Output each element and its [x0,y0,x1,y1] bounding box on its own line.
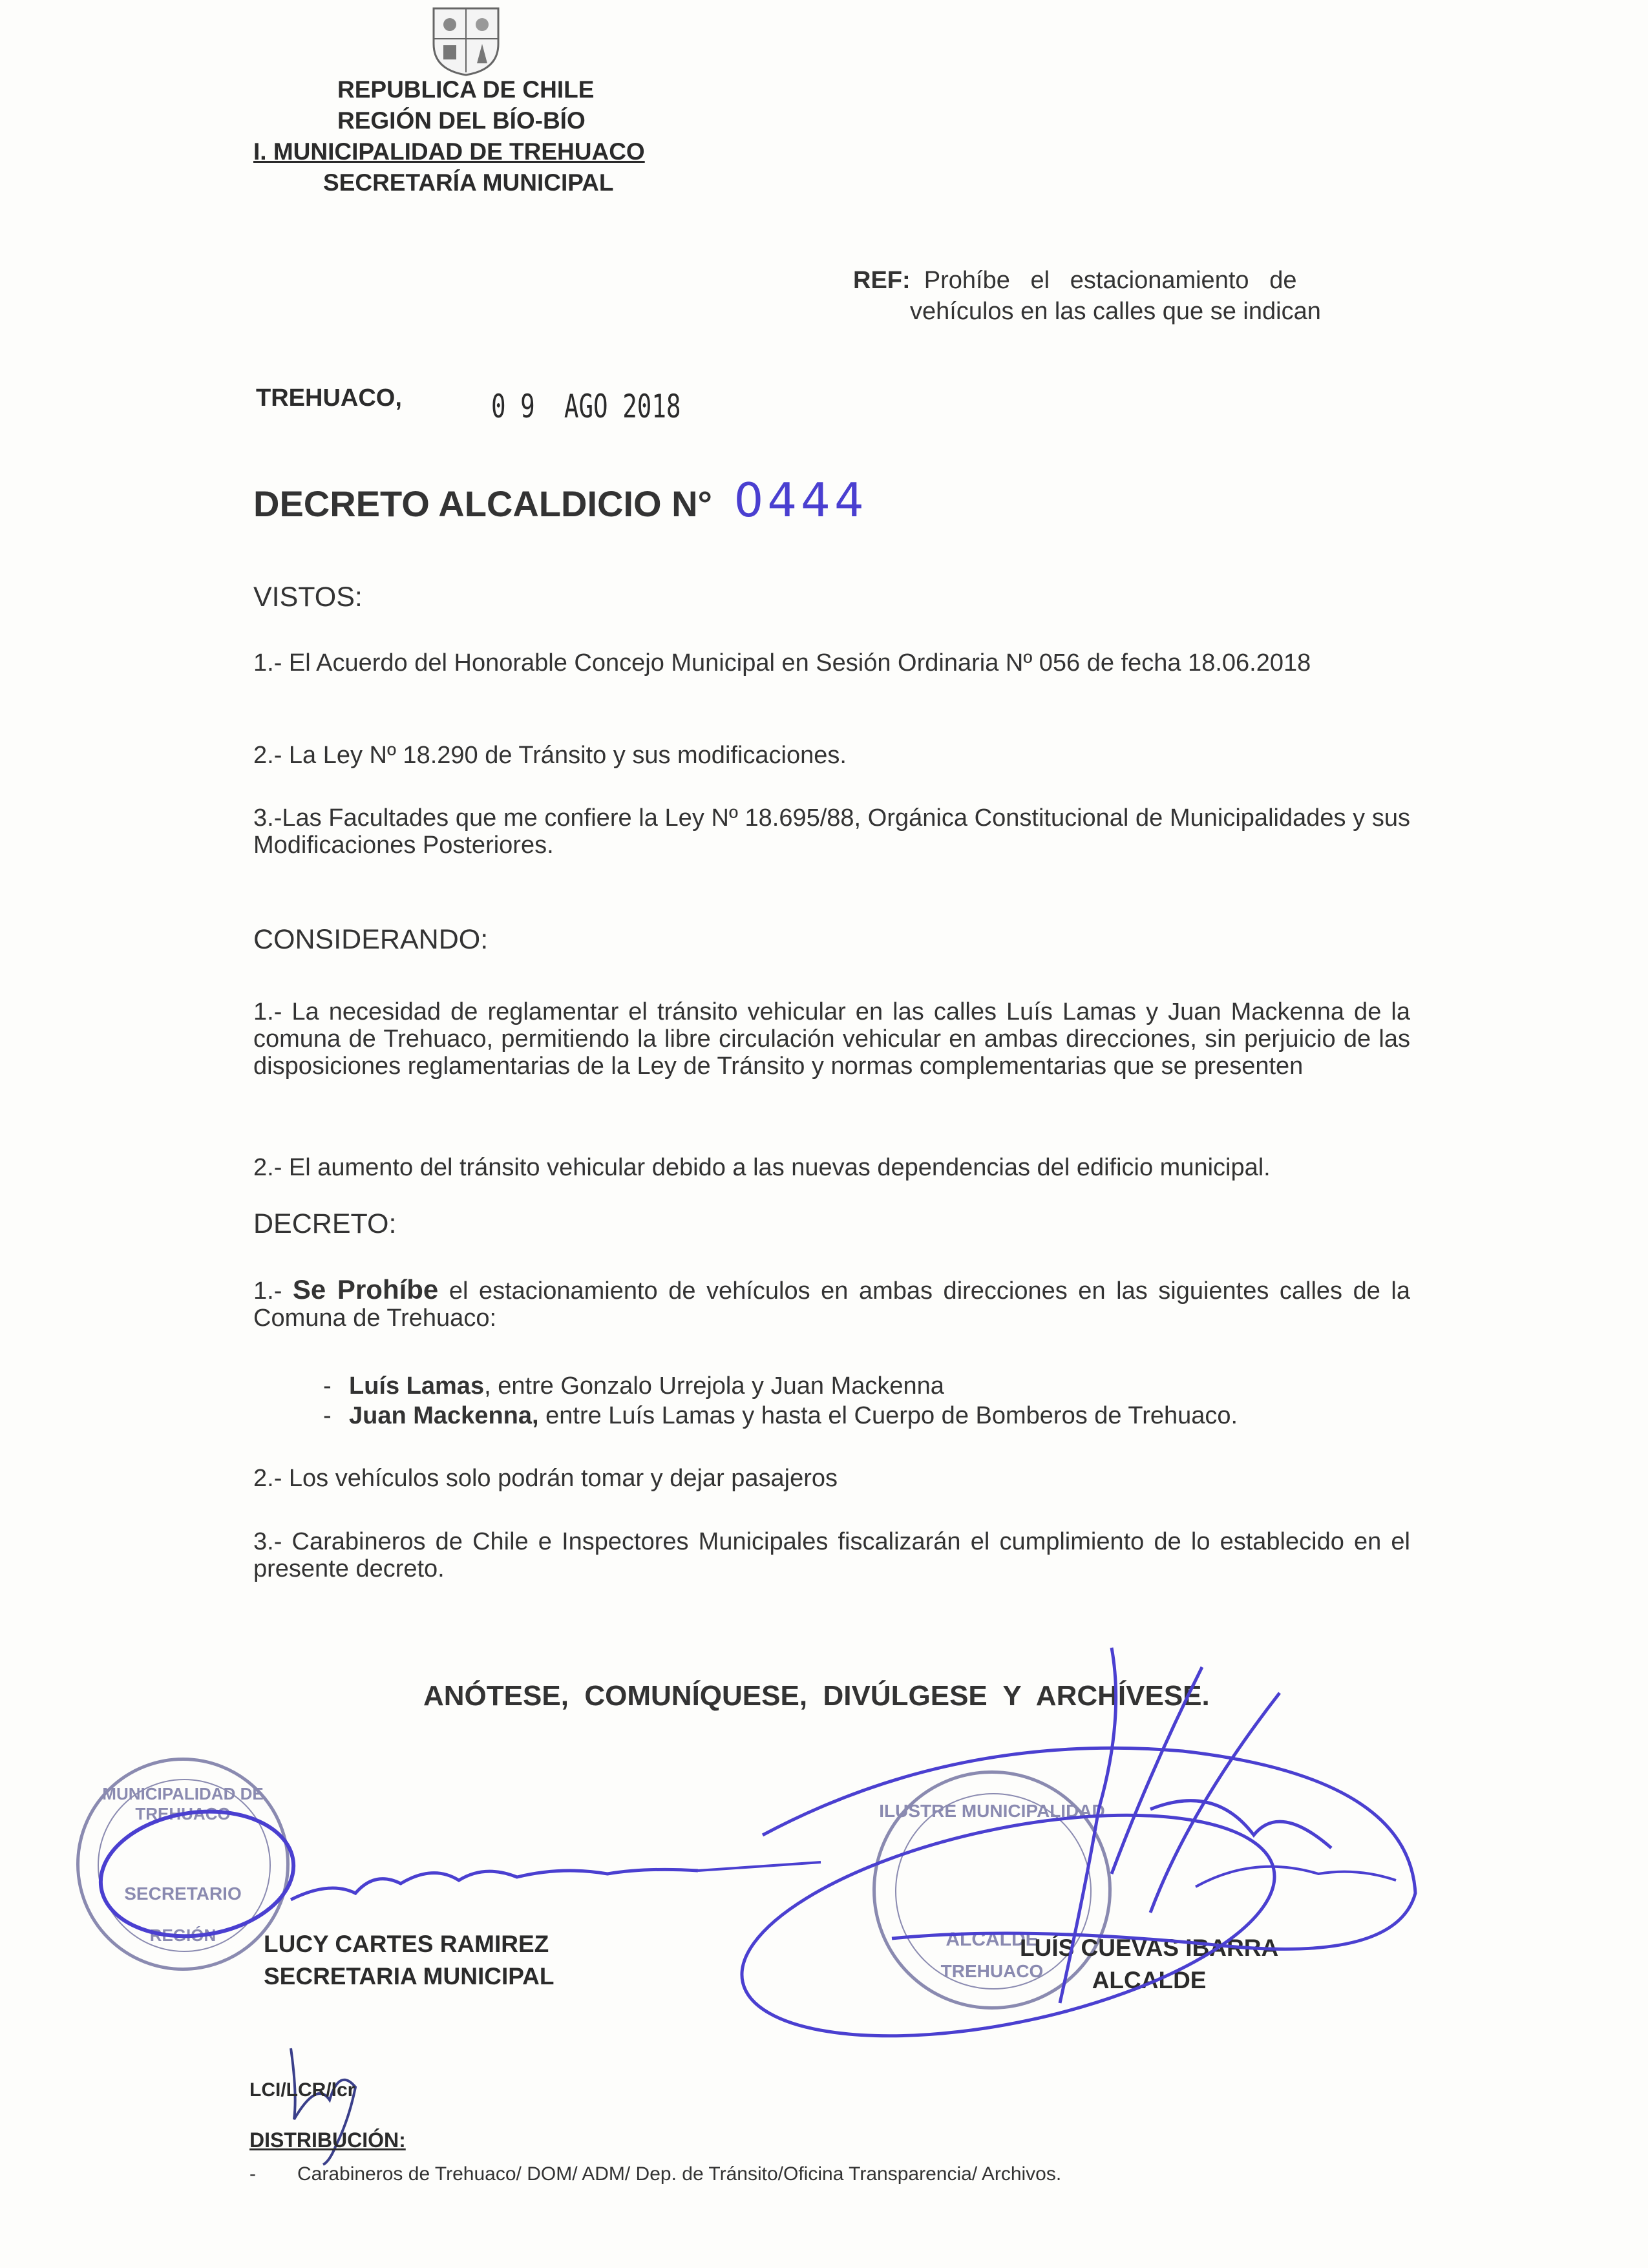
bullet-item [253,1371,1238,1401]
left-stamp-ring-text: MUNICIPALIDAD DE TREHUACO [102,1784,264,1823]
decreto-item-2: 2.- Los vehículos solo podrán tomar y dejar pasajeros [253,1465,838,1492]
decree-number-handwritten: 0444 [734,473,868,527]
date-stamp: 0 9 AGO 2018 [491,388,681,425]
left-signatory-name: LUCY CARTES RAMIREZ [264,1931,549,1957]
decreto-item-1-bold: Se Prohíbe [292,1274,439,1305]
decreto-item-1-prefix: 1.- [253,1277,293,1305]
left-signatory-role: SECRETARIA MUNICIPAL [264,1963,555,1990]
closing-formula: ANÓTESE, COMUNÍQUESE, DIVÚLGESE Y ARCHÍVESE. [423,1680,1210,1712]
left-stamp-center-text: SECRETARIO [124,1884,242,1904]
bullet-bold: Juan Mackenna, [349,1402,539,1429]
considerando-item-2: 2.- El aumento del tránsito vehicular debido a las nuevas dependencias del edificio municipal. [253,1154,1271,1181]
bullet-dash: - [323,1372,332,1400]
considerando-item-1: 1.- La necesidad de reglamentar el tránsito vehicular en las calles Luís Lamas y Juan Mackenna de la comuna de Trehuaco, permitiendo la libre circulación vehicular en ambas direcciones, sin perjuicio de las disposiciones reglamentarias de la Ley de Tránsito y normas complementarias que se presenten [253,998,1410,1080]
initials-line: LCI/LCR/lcr [249,2079,355,2101]
decreto-heading: DECRETO: [253,1208,397,1239]
vistos-item-3: 3.-Las Facultades que me confiere la Ley Nº 18.695/88, Orgánica Constitucional de Municipalidades y sus Modificaciones Posteriores. [253,804,1410,859]
left-stamp-bottom-text: REGIÓN [149,1926,217,1945]
header-secretariat: SECRETARÍA MUNICIPAL [323,169,614,196]
decreto-bullet-list [253,1371,1238,1431]
ref-block [853,265,1321,327]
decreto-item-3: 3.- Carabineros de Chile e Inspectores Municipales fiscalizarán el cumplimiento de lo establecido en el presente decreto. [253,1528,1410,1582]
ref-text-line2: vehículos en las calles que se indican [910,298,1321,325]
vistos-item-2: 2.- La Ley Nº 18.290 de Tránsito y sus modificaciones. [253,742,847,769]
ref-label: REF: [853,267,911,294]
right-signatory-name: LUÍS CUEVAS IBARRA [1020,1935,1279,1961]
bullet-rest: , entre Gonzalo Urrejola y Juan Mackenna [484,1372,944,1400]
header-republic: REPUBLICA DE CHILE [337,76,595,103]
distribution-line [249,2163,1061,2185]
bullet-dash: - [323,1402,332,1429]
right-signatory-role: ALCALDE [1092,1967,1207,1993]
vistos-heading: VISTOS: [253,582,363,613]
bullet-item [253,1401,1238,1431]
header-region: REGIÓN DEL BÍO-BÍO [337,107,586,134]
header-block [253,74,645,198]
place-label: TREHUACO, [256,384,402,412]
decree-title [253,473,868,527]
distribution-heading: DISTRIBUCIÓN: [249,2128,406,2152]
decreto-item-1 [253,1276,1410,1332]
decree-title-text: DECRETO ALCALDICIO N° [253,483,712,524]
decreto-item-1-rest: el estacionamiento de vehículos en ambas direcciones en las siguientes calles de la Comuna de Trehuaco: [253,1277,1410,1332]
distribution-text: Carabineros de Trehuaco/ DOM/ ADM/ Dep. de Tránsito/Oficina Transparencia/ Archivos. [297,2163,1062,2185]
ref-text-line1: Prohíbe el estacionamiento de [924,267,1297,294]
coat-of-arms-logo [430,5,502,76]
bullet-rest: entre Luís Lamas y hasta el Cuerpo de Bomberos de Trehuaco. [538,1402,1238,1429]
vistos-item-1: 1.- El Acuerdo del Honorable Concejo Municipal en Sesión Ordinaria Nº 056 de fecha 18.06.2018 [253,649,1311,677]
distribution-dash: - [249,2163,256,2185]
header-municipality: I. MUNICIPALIDAD DE TREHUACO [253,138,645,165]
right-stamp-center-text: ALCALDE [945,1929,1039,1950]
considerando-heading: CONSIDERANDO: [253,924,489,955]
right-signature [698,1641,1441,2055]
bullet-bold: Luís Lamas [349,1372,485,1400]
right-stamp-bottom-text: TREHUACO [940,1961,1044,1981]
right-stamp-ring-text: ILUSTRE MUNICIPALIDAD [879,1801,1105,1821]
